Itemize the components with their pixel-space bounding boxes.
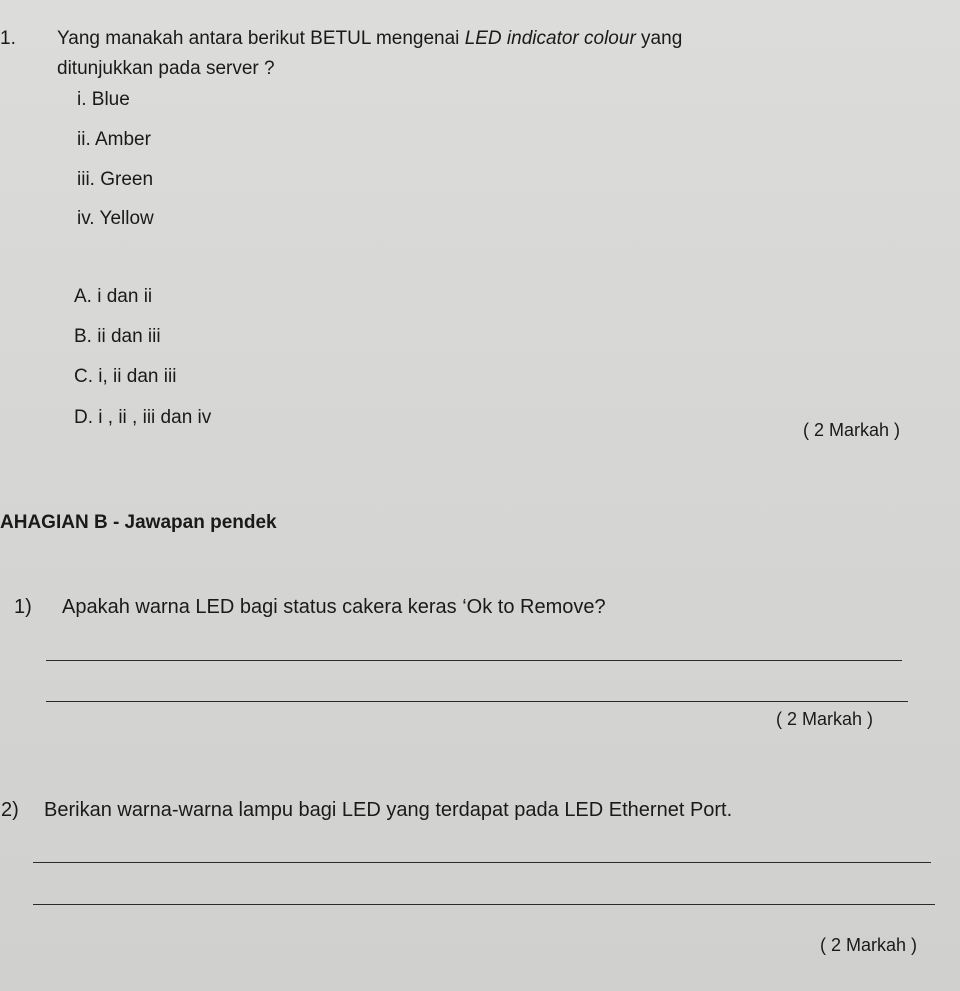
marks-label: ( 2 Markah ) [776, 709, 874, 729]
short-question-text: Berikan warna-warna lampu bagi LED yang terdapat pada LED Ethernet Port. [44, 799, 733, 821]
question-number: 1. [0, 28, 16, 49]
answer-choice-c: C. i, ii dan iii [74, 366, 177, 387]
answer-line [46, 701, 908, 702]
option-item: ii. Amber [77, 129, 151, 150]
short-question-number: 1) [14, 596, 32, 618]
marks-label: ( 2 Markah ) [820, 935, 918, 955]
answer-line [46, 660, 902, 661]
short-question-text: Apakah warna LED bagi status cakera keras ‘Ok to Remove? [62, 596, 606, 618]
answer-choice-d: D. i , ii , iii dan iv [74, 407, 212, 428]
answer-line [33, 862, 931, 863]
answer-choice-a: A. i dan ii [74, 286, 153, 307]
question-text-line-1 [57, 28, 682, 50]
section-title: AHAGIAN B - Jawapan pendek [0, 512, 277, 533]
answer-line [33, 904, 935, 905]
question-text-italic: LED indicator colour [464, 28, 636, 49]
option-item: iv. Yellow [77, 208, 154, 229]
option-item: i. Blue [77, 89, 130, 110]
question-text-plain: Yang manakah antara berikut BETUL mengenai [57, 28, 465, 49]
question-text-plain-end: yang [635, 28, 683, 49]
option-item: iii. Green [77, 169, 154, 190]
short-question-number: 2) [1, 799, 19, 821]
answer-choice-b: B. ii dan iii [74, 326, 161, 347]
marks-label: ( 2 Markah ) [803, 420, 901, 440]
question-text-line-2: ditunjukkan pada server ? [57, 58, 275, 79]
